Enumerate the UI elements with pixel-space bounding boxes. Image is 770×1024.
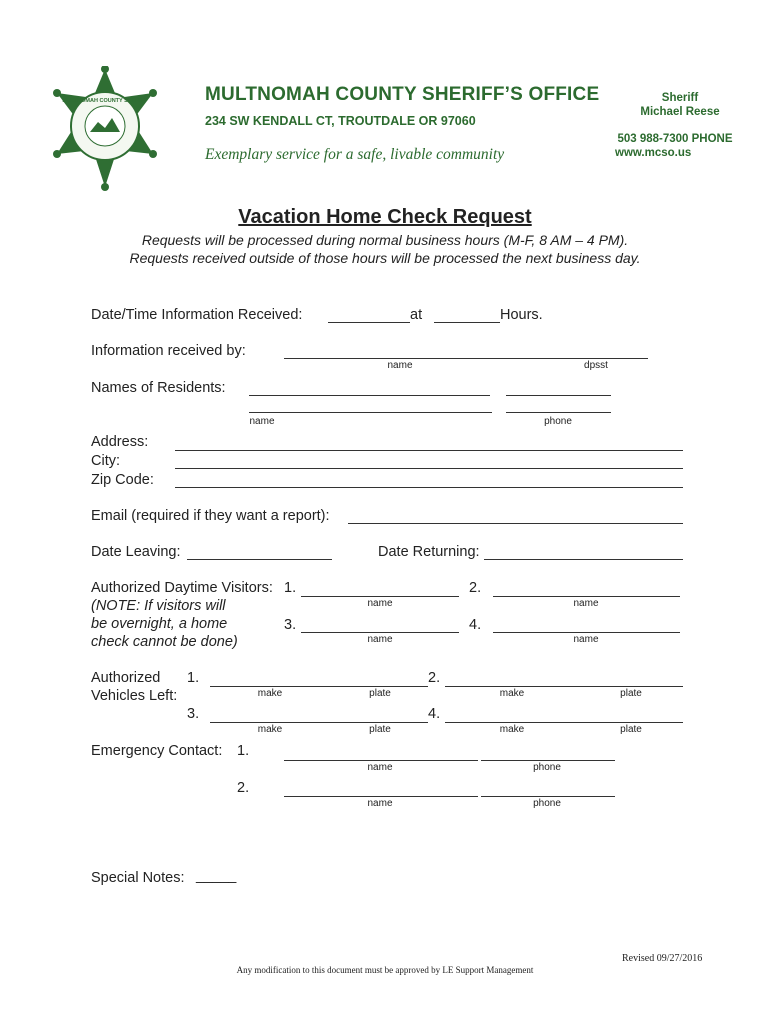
- date-returning-field[interactable]: [484, 559, 683, 560]
- visitors-note-3: check cannot be done): [91, 634, 238, 650]
- visitors-note-2: be overnight, a home: [91, 616, 228, 632]
- vehicle-4-plate-caption: plate: [620, 724, 642, 735]
- vehicle-3-make-caption: make: [257, 724, 283, 735]
- received-by-dpsst-caption: dpsst: [584, 360, 608, 371]
- received-by-field[interactable]: [284, 358, 648, 359]
- date-received-field[interactable]: [328, 322, 410, 323]
- email-field[interactable]: [348, 523, 683, 524]
- email-label: Email (required if they want a report):: [91, 508, 330, 524]
- visitor-number-2: 2.: [469, 580, 482, 596]
- vehicle-field-1[interactable]: [210, 686, 428, 687]
- vehicle-field-3[interactable]: [210, 722, 428, 723]
- date-returning-label: Date Returning:: [378, 544, 480, 560]
- special-notes-label: Special Notes:: [91, 870, 185, 886]
- visitor-1-name-caption: name: [367, 598, 393, 609]
- office-website: www.mcso.us: [615, 147, 692, 159]
- sheriff-star-seal: [50, 66, 160, 191]
- vehicle-3-plate-caption: plate: [369, 724, 391, 735]
- datetime-label: Date/Time Information Received:: [91, 307, 303, 323]
- visitors-label: Authorized Daytime Visitors:: [91, 580, 273, 596]
- vehicle-1-plate-caption: plate: [369, 688, 391, 699]
- address-label: Address:: [91, 434, 149, 450]
- address-field[interactable]: [175, 450, 683, 451]
- vehicle-4-make-caption: make: [499, 724, 525, 735]
- vehicle-2-plate-caption: plate: [620, 688, 642, 699]
- emergency-phone-field-2[interactable]: [481, 796, 615, 797]
- emergency-2-name-caption: name: [367, 798, 393, 809]
- received-by-name-caption: name: [387, 360, 413, 371]
- visitor-3-name-caption: name: [367, 634, 393, 645]
- seal-text: MULTNOMAH COUNTY SHERIFF: [62, 98, 148, 104]
- resident-name-field-1[interactable]: [249, 395, 490, 396]
- emergency-number-1: 1.: [237, 743, 250, 759]
- city-field[interactable]: [175, 468, 683, 469]
- vehicle-number-1: 1.: [187, 670, 200, 686]
- resident-name-caption: name: [249, 416, 275, 427]
- vehicle-2-make-caption: make: [499, 688, 525, 699]
- resident-phone-caption: phone: [544, 416, 572, 427]
- visitor-field-4[interactable]: [493, 632, 680, 633]
- resident-name-field-2[interactable]: [249, 412, 492, 413]
- emergency-label: Emergency Contact:: [91, 743, 223, 759]
- vehicle-1-make-caption: make: [257, 688, 283, 699]
- vehicle-field-4[interactable]: [445, 722, 683, 723]
- emergency-name-field-1[interactable]: [284, 760, 478, 761]
- hours-label: Hours.: [500, 307, 543, 323]
- visitor-field-3[interactable]: [301, 632, 459, 633]
- visitor-number-1: 1.: [284, 580, 297, 596]
- revised-date: Revised 09/27/2016: [622, 953, 703, 964]
- emergency-name-field-2[interactable]: [284, 796, 478, 797]
- form-title: Vacation Home Check Request: [238, 206, 532, 228]
- emergency-number-2: 2.: [237, 780, 250, 796]
- emergency-2-phone-caption: phone: [533, 798, 561, 809]
- visitor-4-name-caption: name: [573, 634, 599, 645]
- visitor-number-3: 3.: [284, 617, 297, 633]
- vehicles-label-2: Vehicles Left:: [91, 688, 178, 704]
- sheriff-name: Michael Reese: [640, 106, 720, 118]
- special-notes-field[interactable]: _____: [196, 868, 237, 884]
- at-label: at: [410, 307, 423, 323]
- modification-note: Any modification to this document must be approved by LE Support Management: [236, 965, 534, 975]
- zip-label: Zip Code:: [91, 472, 154, 488]
- visitor-field-1[interactable]: [301, 596, 459, 597]
- emergency-1-phone-caption: phone: [533, 762, 561, 773]
- emergency-phone-field-1[interactable]: [481, 760, 615, 761]
- emergency-1-name-caption: name: [367, 762, 393, 773]
- visitors-note-1: (NOTE: If visitors will: [91, 598, 226, 614]
- time-received-field[interactable]: [434, 322, 500, 323]
- zip-field[interactable]: [175, 487, 683, 488]
- resident-phone-field-1[interactable]: [506, 395, 611, 396]
- sheriff-title: Sheriff: [661, 92, 699, 104]
- residents-label: Names of Residents:: [91, 380, 226, 396]
- visitor-field-2[interactable]: [493, 596, 680, 597]
- form-subtitle-2: Requests received outside of those hours will be processed the next business day.: [129, 250, 641, 266]
- vehicle-number-3: 3.: [187, 706, 200, 722]
- vehicles-label-1: Authorized: [91, 670, 161, 686]
- form-subtitle-1: Requests will be processed during normal business hours (M-F, 8 AM – 4 PM).: [141, 232, 629, 248]
- city-label: City:: [91, 453, 120, 469]
- vehicle-number-2: 2.: [428, 670, 441, 686]
- org-tagline: Exemplary service for a safe, livable community: [205, 146, 505, 163]
- resident-phone-field-2[interactable]: [506, 412, 611, 413]
- vehicle-field-2[interactable]: [445, 686, 683, 687]
- org-address: 234 SW KENDALL CT, TROUTDALE OR 97060: [205, 114, 476, 128]
- date-leaving-field[interactable]: [187, 559, 332, 560]
- office-phone: 503 988-7300 PHONE: [617, 133, 733, 145]
- visitor-2-name-caption: name: [573, 598, 599, 609]
- org-name: MULTNOMAH COUNTY SHERIFF’S OFFICE: [205, 84, 600, 105]
- visitor-number-4: 4.: [469, 617, 482, 633]
- info-received-label: Information received by:: [91, 343, 246, 359]
- vehicle-number-4: 4.: [428, 706, 441, 722]
- date-leaving-label: Date Leaving:: [91, 544, 181, 560]
